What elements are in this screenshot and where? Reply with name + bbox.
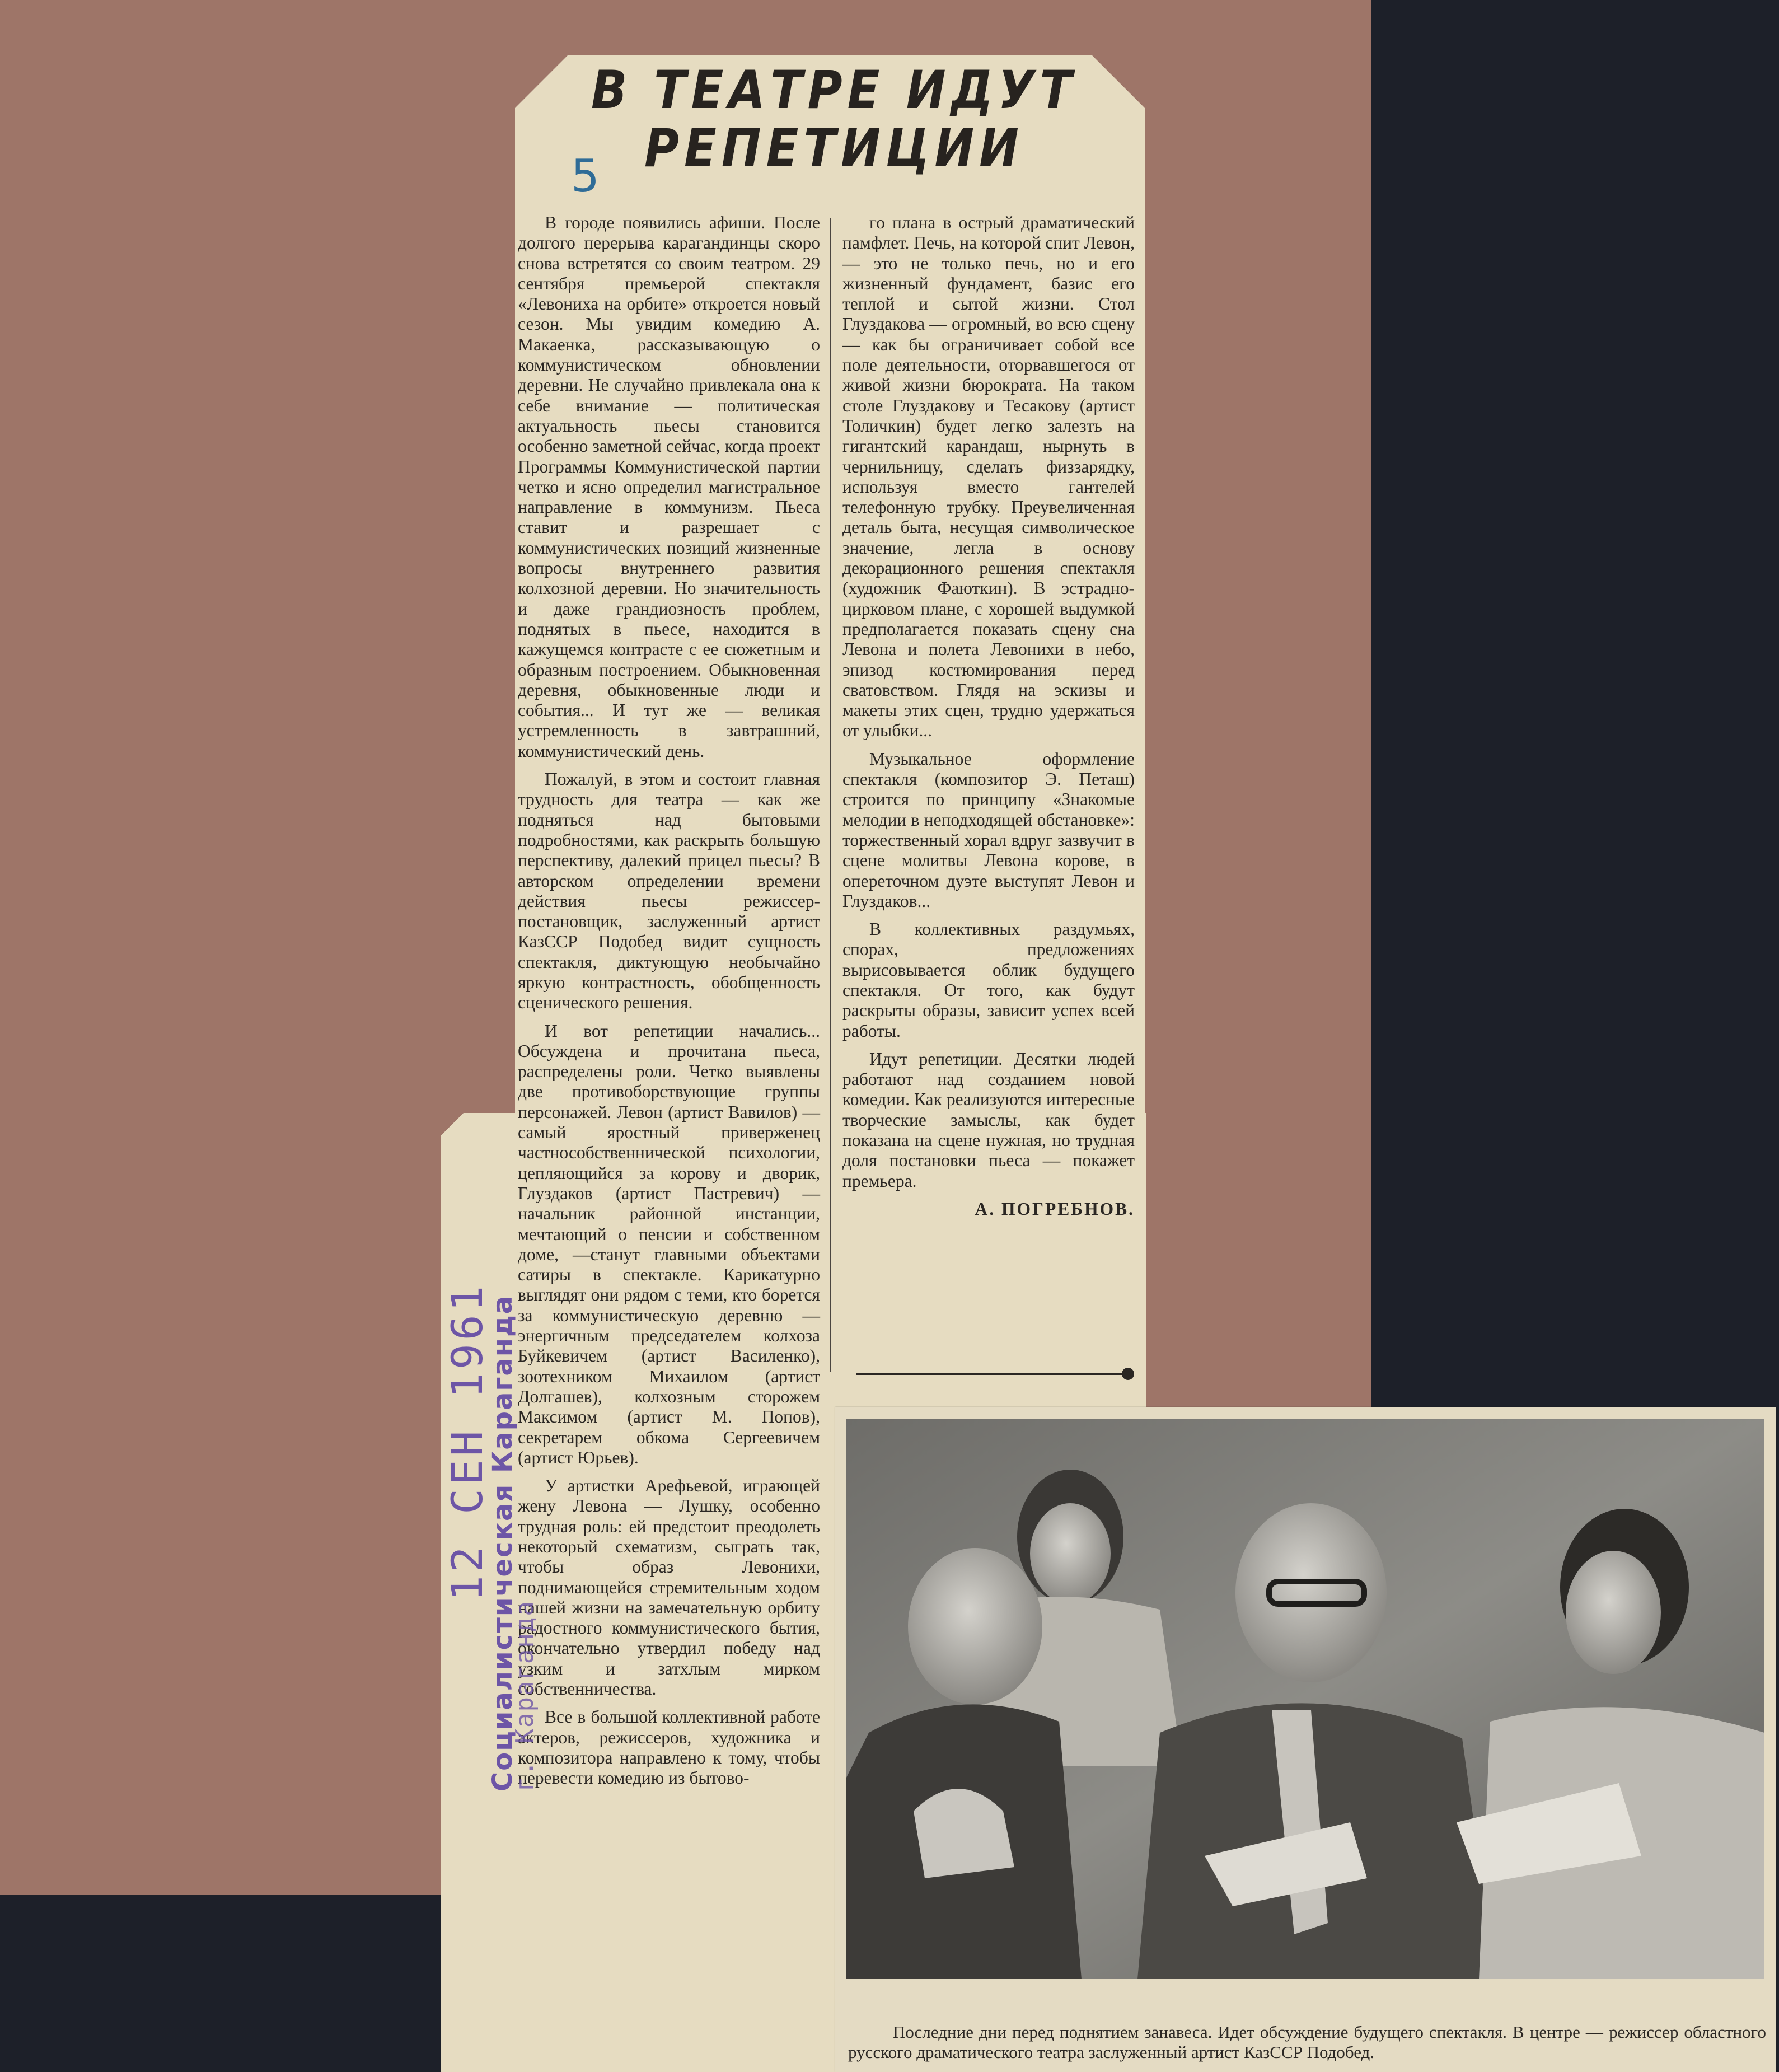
headline-line-1: В ТЕАТРЕ ИДУТ: [591, 60, 1077, 121]
paragraph: Пожалуй, в этом и состоит главная трудность для театра — как же подняться над бытовыми подробностями, как раскрыть большую перспективу, далекий прицел пьесы? В авторском определении времени действия пьесы режиссер-постановщик, заслуженный артист КазССР Подобед видит сущность спектакля, диктующую необычайно яркую контрастность, обобщенность сценического решения.: [518, 769, 820, 1013]
rehearsal-photo-image: [846, 1419, 1764, 1979]
stamp-newspaper: Социалистическая Караганда: [487, 1294, 518, 1792]
paragraph: У артистки Арефьевой, играющей жену Левона — Лушку, особенно трудная роль: ей предстоит преодолеть некоторый схематизм, сыграть так, чтобы образ Левонихи, поднимающейся стремительным ходом нашей жизни на замечательную орбиту радостного коммунистического бытия, окончательно утвердил победу над узким и затхлым мирком собственничества.: [518, 1476, 820, 1699]
article-column-right: [842, 213, 1135, 1227]
paragraph: Идут репетиции. Десятки людей работают над созданием новой комедии. Как реализуются интересные творческие замыслы, как будет показана на сцене нужная, но трудная доля постановки пьеса — покажет премьера.: [842, 1049, 1135, 1191]
paragraph: В городе появились афиши. После долгого перерыва карагандинцы скоро снова встретятся со своим театром. 29 сентября премьерой спектакля «Левониха на орбите» откроется новый сезон. Мы увидим комедию А. Макаенка, рассказывающую о коммунистическом обновлении деревни. Не случайно привлекала она к себе внимание — политическая актуальность пьесы становится особенно заметной сейчас, когда проект Программы Коммунистической партии четко и ясно определил магистральное направление в коммунизм. Пьеса ставит и разрешает с коммунистических позиций жизненные вопросы внутреннего развития колхозной деревни. Но значительность и даже грандиозность проблем, поднятых в пьесе, находится в кажущемся контрасте с ее сюжетным и образным построением. Обыкновенная деревня, обыкновенные люди и события... И тут же — великая устремленность в завтрашний, коммунистический день.: [518, 213, 820, 761]
end-rule-dot: [1122, 1368, 1134, 1380]
library-stamp: [442, 1109, 537, 1792]
paragraph: Все в большой коллективной работе актеров, режиссеров, художника и композитора направлено к тому, чтобы перевести комедию из бытово-: [518, 1707, 820, 1788]
author-signature: А. ПОГРЕБНОВ.: [975, 1199, 1135, 1219]
end-rule: [856, 1373, 1131, 1375]
paragraph: го плана в острый драматический памфлет. Печь, на которой спит Левон,— это не только печь, но и его жизненный фундамент, базис его теплой и сытой жизни. Стол Глуздакова — огромный, во всю сцену — как бы ограничивает собой все поле деятельности, оторвавшегося от живой жизни бюрократа. На таком столе Глуздакову и Тесакову (артист Толичкин) будет легко залезть на гигантский карандаш, нырнуть в чернильницу, сделать физзарядку, используя вместо гантелей телефонную трубку. Преувеличенная деталь быта, несущая символическое значение, легла в основу декорационного решения спектакля (художник Фаюткин). В эстрадно-цирковом плане, с хорошей выдумкой предполагается показать сцену сна Левона и полета Левонихи в небо, эпизод костюмирования перед сватовством. Глядя на эскизы и макеты этих сцен, трудно удержаться от улыбки...: [842, 213, 1135, 741]
rehearsal-photo: [846, 1419, 1764, 1979]
stamp-date: 12 СЕН 1961: [442, 1282, 492, 1601]
paragraph: Музыкальное оформление спектакля (композитор Э. Петаш) строится по принципу «Знакомые мелодии в неподходящей обстановке»: торжественный хорал вдруг зазвучит в сцене молитвы Левона корове, в опереточном дуэте выступят Левон и Глуздаков...: [842, 749, 1135, 911]
paragraph: В коллективных раздумьях, спорах, предложениях вырисовывается облик будущего спектакля. От того, как будут раскрыты образы, зависит успех всей работы.: [842, 919, 1135, 1041]
article-column-left: [518, 213, 820, 1797]
stamp-city: г. Караганда: [511, 1600, 539, 1792]
handwritten-mark: 5: [571, 150, 600, 202]
photo-caption: Последние дни перед поднятием занавеса. Идет обсуждение будущего спектакля. В центре — режиссер областного русского драматического театра заслуженный артист КазССР Подобед.: [848, 2022, 1766, 2062]
headline: [557, 62, 1111, 178]
paragraph: И вот репетиции начались... Обсуждена и прочитана пьеса, распределены роли. Четко выявлены две противоборствующие группы персонажей. Левон (артист Вавилов) — самый яростный приверженец частнособственнической психологии, цепляющийся за корову и дворик, Глуздаков (артист Пастревич) — начальник районной инстанции, мечтающий о пенсии и собственном доме, —станут главными объектами сатиры в спектакле. Карикатурно выглядят они рядом с теми, кто борется за коммунистическую деревню — энергичным председателем колхоза Буйкевичем (артист Василенко), зоотехником Михаилом (артист Долгашев), колхозным сторожем Максимом (артист М. Попов), секретарем обкома Сергеевичем (артист Юрьев).: [518, 1021, 820, 1467]
headline-line-2: РЕПЕТИЦИИ: [644, 118, 1024, 179]
column-rule: [830, 218, 831, 1372]
